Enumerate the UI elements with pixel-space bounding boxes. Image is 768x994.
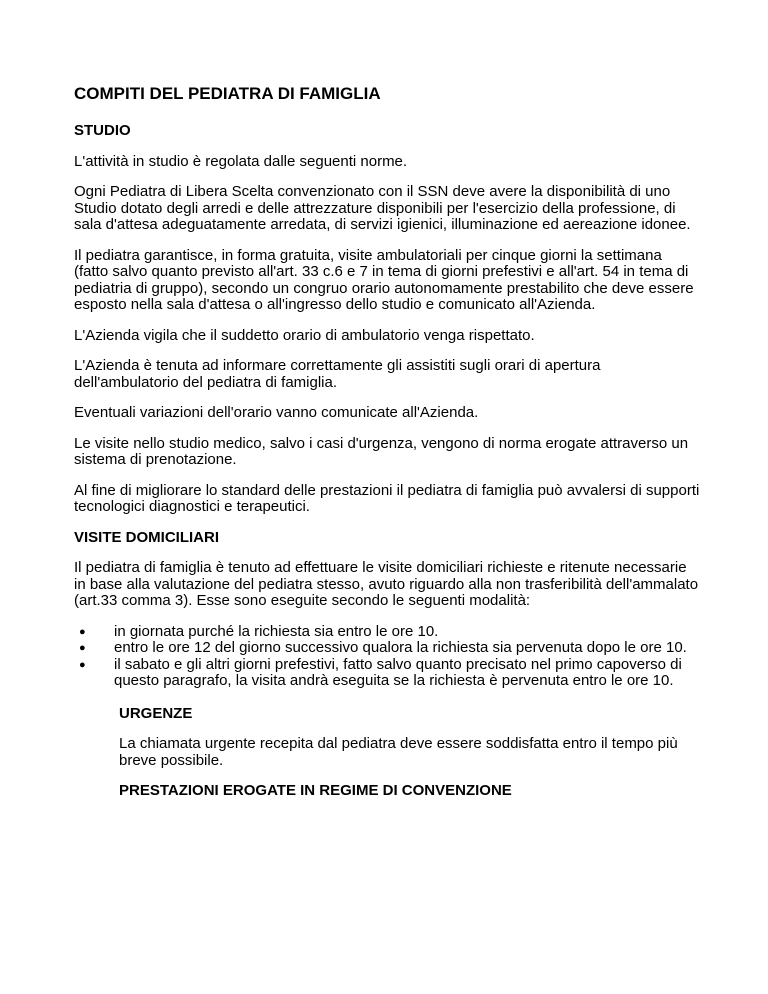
paragraph: L'attività in studio è regolata dalle seguenti norme. (74, 152, 408, 170)
list-item-text: in giornata purché la richiesta sia entro le ore 10. (114, 622, 439, 640)
section-heading-studio: STUDIO (74, 122, 131, 139)
list-item-text: il sabato e gli altri giorni prefestivi, fatto salvo quanto precisato nel primo capoverso di questo paragrafo, la visita andrà eseguita se la richiesta è pervenuta entro le ore 10. (114, 655, 682, 689)
paragraph: L'Azienda è tenuta ad informare correttamente gli assistiti sugli orari di apertura dell'ambulatorio del pediatra di famiglia. (74, 357, 601, 391)
paragraph: Il pediatra di famiglia è tenuto ad effettuare le visite domiciliari richieste e ritenute necessarie in base alla valutazione del pediatra stesso, avuto riguardo alla non trasferibilità dell'ammalato (art.33 comma 3). Esse sono eseguite secondo le seguenti modalità: (74, 559, 699, 609)
section-heading-urgenze: URGENZE (119, 704, 193, 722)
section-heading-prestazioni: PRESTAZIONI EROGATE IN REGIME DI CONVENZIONE (119, 782, 512, 799)
paragraph: L'Azienda vigila che il suddetto orario di ambulatorio venga rispettato. (74, 326, 535, 344)
bullet-icon: ● (79, 625, 86, 638)
modalities-list (74, 624, 700, 690)
list-item-text: entro le ore 12 del giorno successivo qualora la richiesta sia pervenuta dopo le ore 10. (114, 639, 687, 656)
document-page (74, 84, 700, 814)
document-title: COMPITI DEL PEDIATRA DI FAMIGLIA (74, 84, 381, 103)
bullet-icon: ● (79, 642, 86, 654)
paragraph: Eventuali variazioni dell'orario vanno comunicate all'Azienda. (74, 404, 479, 421)
list-item (79, 655, 700, 690)
paragraph: Il pediatra garantisce, in forma gratuita, visite ambulatoriali per cinque giorni la settimana (fatto salvo quanto previsto all'art. 33 c.6 e 7 in tema di giorni prefestivi e all'art. 54 in tema di pediatria di gruppo), secondo un congruo orario autonomamente prestabilito che deve essere esposto nella sala d'attesa o all'ingresso dello studio e comunicato all'Azienda. (74, 246, 694, 313)
paragraph: Ogni Pediatra di Libera Scelta convenzionato con il SSN deve avere la disponibilità di uno Studio dotato degli arredi e delle attrezzature disponibili per l'esercizio della professione, di sala d'attesa adeguatamente arredata, di servizi igienici, illuminazione ed aereazione idonee. (74, 183, 691, 233)
indented-block (119, 706, 700, 800)
paragraph: La chiamata urgente recepita dal pediatra deve essere soddisfatta entro il tempo più breve possibile. (119, 735, 678, 769)
list-item (79, 639, 700, 657)
bullet-icon: ● (79, 658, 86, 671)
section-heading-visite-domiciliari: VISITE DOMICILIARI (74, 528, 220, 546)
list-item (79, 622, 700, 641)
paragraph: Le visite nello studio medico, salvo i casi d'urgenza, vengono di norma erogate attraverso un sistema di prenotazione. (74, 434, 689, 468)
paragraph: Al fine di migliorare lo standard delle prestazioni il pediatra di famiglia può avvalersi di supporti tecnologici diagnostici e terapeutici. (74, 481, 700, 515)
